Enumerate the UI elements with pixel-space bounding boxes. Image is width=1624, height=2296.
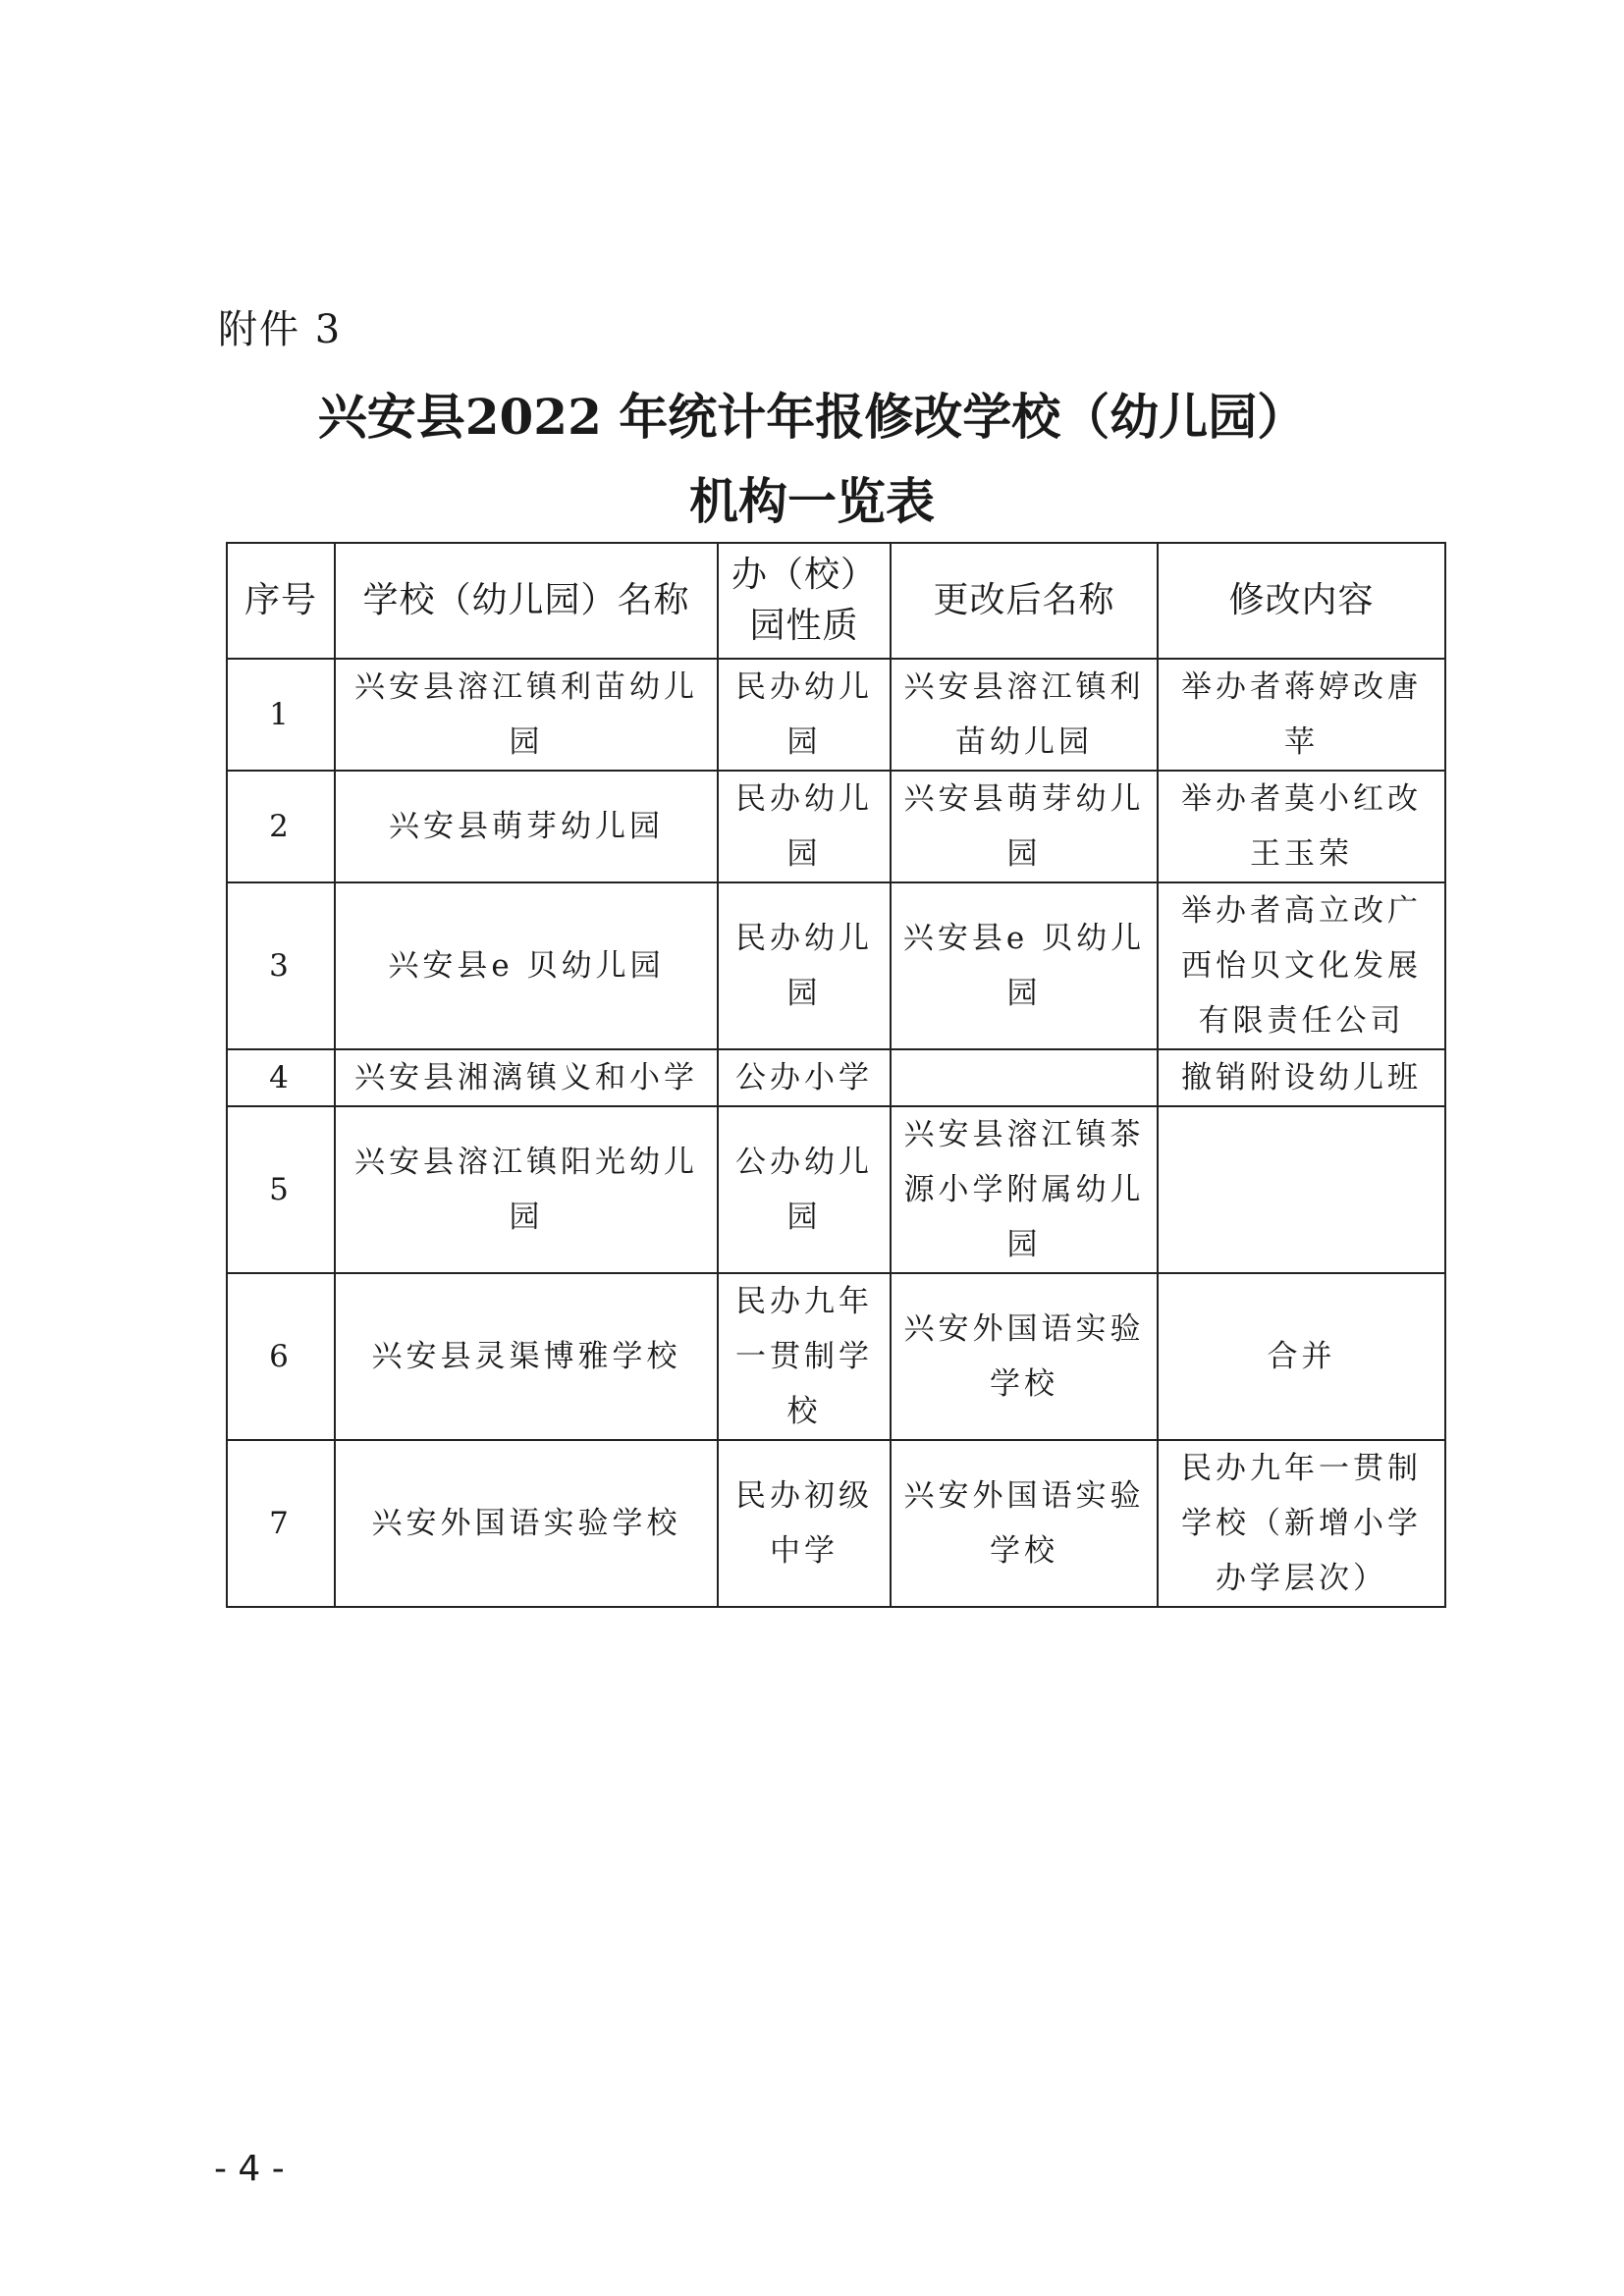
cell-school-name: 兴安县溶江镇利苗幼儿园 <box>335 659 718 771</box>
table-row <box>227 659 1445 771</box>
table-row <box>227 1440 1445 1607</box>
cell-serial-number: 3 <box>227 882 335 1049</box>
cell-modification: 举办者高立改广西怡贝文化发展有限责任公司 <box>1158 882 1445 1049</box>
cell-serial-number: 5 <box>227 1106 335 1273</box>
page-number: - 4 - <box>214 2149 285 2189</box>
cell-school-type: 民办幼儿园 <box>718 771 891 882</box>
cell-school-type: 公办小学 <box>718 1049 891 1106</box>
cell-school-name: 兴安县e 贝幼儿园 <box>335 882 718 1049</box>
document-title: 兴安县2022 年统计年报修改学校（幼儿园） <box>317 388 1307 446</box>
table-row <box>227 1273 1445 1440</box>
cell-school-type: 民办九年一贯制学校 <box>718 1273 891 1440</box>
cell-new-name: 兴安外国语实验学校 <box>891 1440 1158 1607</box>
cell-serial-number: 1 <box>227 659 335 771</box>
header-modification: 修改内容 <box>1158 543 1445 659</box>
cell-school-name: 兴安县萌芽幼儿园 <box>335 771 718 882</box>
cell-school-name: 兴安外国语实验学校 <box>335 1440 718 1607</box>
cell-new-name: 兴安县e 贝幼儿园 <box>891 882 1158 1049</box>
cell-serial-number: 6 <box>227 1273 335 1440</box>
table-row <box>227 882 1445 1049</box>
header-school-type: 办（校）园性质 <box>718 543 891 659</box>
cell-school-type: 民办幼儿园 <box>718 659 891 771</box>
cell-school-name: 兴安县溶江镇阳光幼儿园 <box>335 1106 718 1273</box>
cell-new-name: 兴安县萌芽幼儿园 <box>891 771 1158 882</box>
cell-new-name: 兴安县溶江镇茶源小学附属幼儿园 <box>891 1106 1158 1273</box>
school-modification-table <box>226 542 1446 1608</box>
cell-serial-number: 2 <box>227 771 335 882</box>
cell-new-name: 兴安县溶江镇利苗幼儿园 <box>891 659 1158 771</box>
cell-new-name <box>891 1049 1158 1106</box>
cell-serial-number: 4 <box>227 1049 335 1106</box>
cell-modification: 合并 <box>1158 1273 1445 1440</box>
cell-modification: 民办九年一贯制学校（新增小学办学层次） <box>1158 1440 1445 1607</box>
header-school-name: 学校（幼儿园）名称 <box>335 543 718 659</box>
document-title-line2: 机构一览表 <box>689 472 935 530</box>
table-header-row <box>227 543 1445 659</box>
cell-school-type: 民办幼儿园 <box>718 882 891 1049</box>
cell-school-name: 兴安县灵渠博雅学校 <box>335 1273 718 1440</box>
cell-school-type: 公办幼儿园 <box>718 1106 891 1273</box>
table-row <box>227 1106 1445 1273</box>
table-row <box>227 1049 1445 1106</box>
cell-school-name: 兴安县湘漓镇义和小学 <box>335 1049 718 1106</box>
cell-new-name: 兴安外国语实验学校 <box>891 1273 1158 1440</box>
attachment-label: 附件 3 <box>218 307 343 352</box>
cell-serial-number: 7 <box>227 1440 335 1607</box>
cell-modification: 撤销附设幼儿班 <box>1158 1049 1445 1106</box>
cell-school-type: 民办初级中学 <box>718 1440 891 1607</box>
cell-modification <box>1158 1106 1445 1273</box>
table-row <box>227 771 1445 882</box>
cell-modification: 举办者蒋婷改唐苹 <box>1158 659 1445 771</box>
cell-modification: 举办者莫小红改王玉荣 <box>1158 771 1445 882</box>
header-serial-number: 序号 <box>227 543 335 659</box>
header-new-name: 更改后名称 <box>891 543 1158 659</box>
